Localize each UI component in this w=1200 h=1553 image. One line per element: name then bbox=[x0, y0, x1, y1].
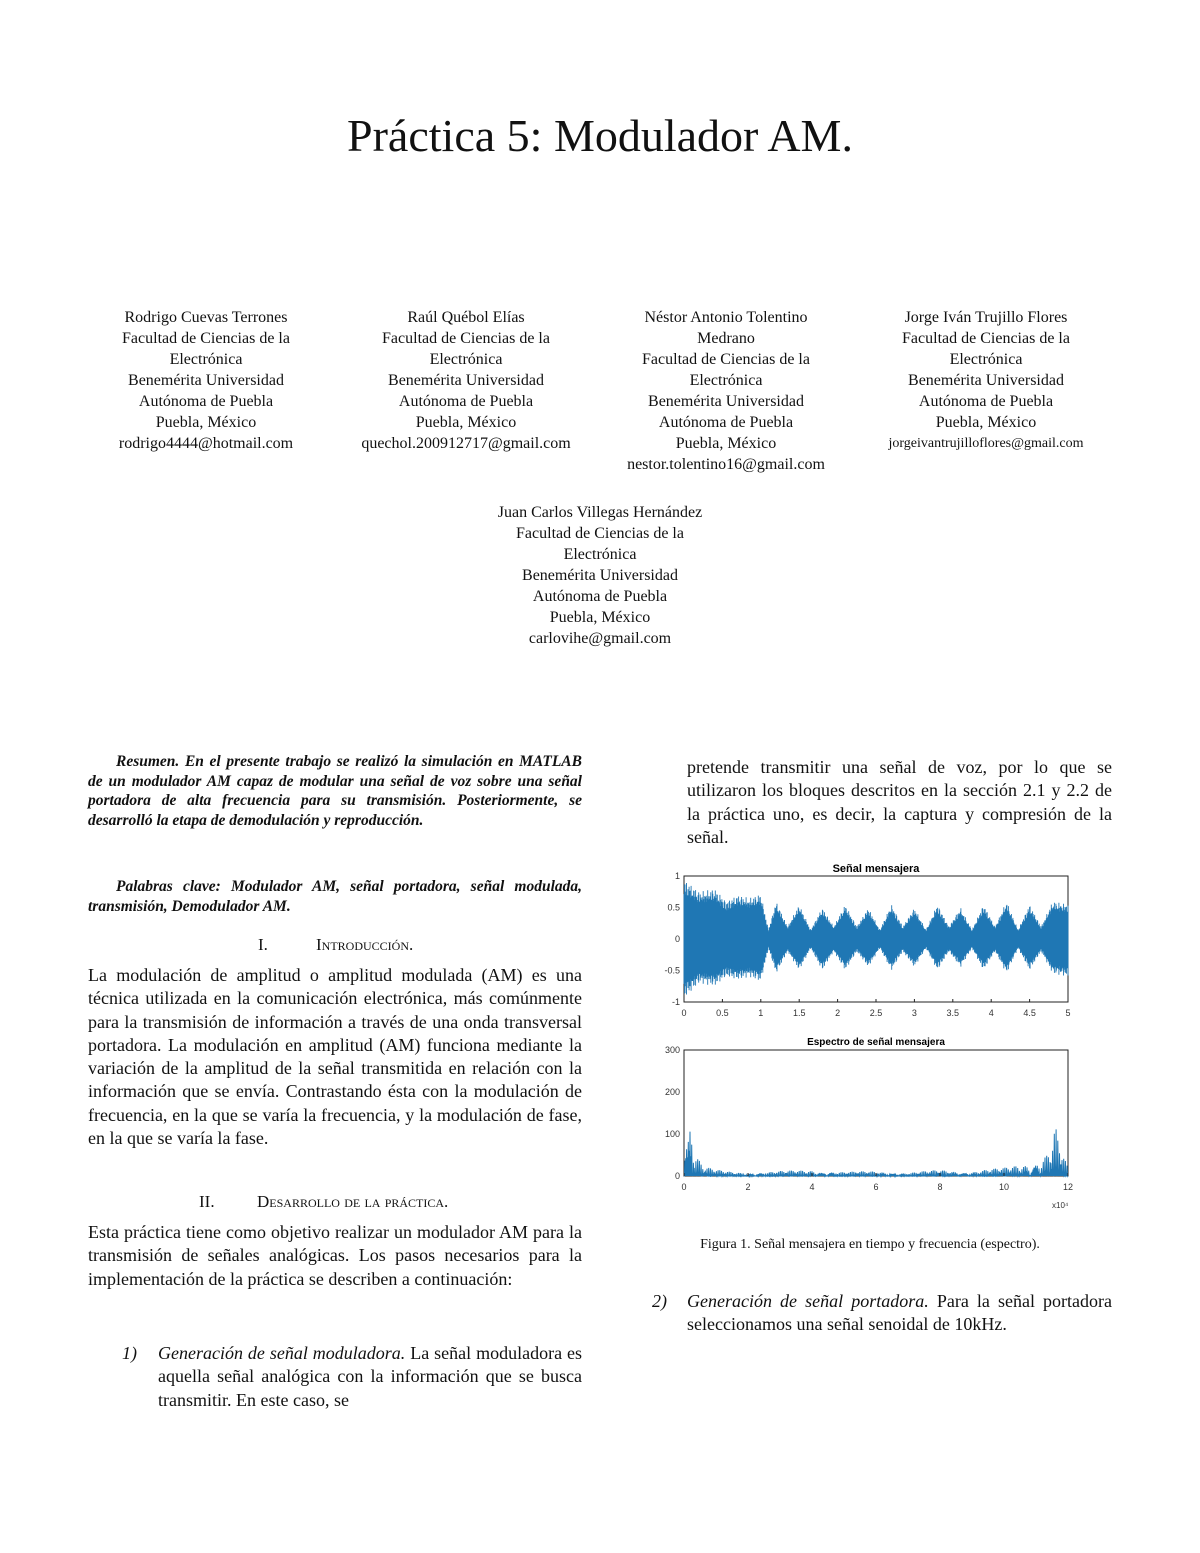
author-line: Benemérita Universidad bbox=[648, 393, 804, 410]
author-line: Benemérita Universidad bbox=[522, 567, 678, 584]
author-name: Jorge Iván Trujillo Flores bbox=[904, 309, 1068, 326]
author-block bbox=[866, 307, 1106, 454]
x-tick-label: 4.5 bbox=[1023, 1008, 1036, 1018]
plot-frame bbox=[684, 1050, 1068, 1176]
section-heading bbox=[258, 934, 413, 956]
x-tick-label: 8 bbox=[937, 1182, 943, 1192]
x-tick-label: 3.5 bbox=[946, 1008, 960, 1018]
author-line: Autónoma de Puebla bbox=[658, 414, 794, 431]
intro-paragraph: La modulación de amplitud o amplitud modulada (AM) es una técnica utilizada en la comunicación electrónica, más comúnmente para la transmisión de información a través de una onda transversal portadora. La modulación en amplitud (AM) funciona mediante la variación de la amplitud de la señal transmitida en relación con la información que se envía. Contrastando ésta con la modulación de frecuencia, en la que se varía la frecuencia, y la modulación de fase, en la que se varía la fase. bbox=[88, 965, 582, 1149]
y-tick-label: 100 bbox=[664, 1129, 680, 1139]
author-line: Benemérita Universidad bbox=[128, 372, 284, 389]
author-block bbox=[606, 307, 846, 475]
list-item bbox=[652, 1290, 1112, 1337]
list-item-number: 1) bbox=[122, 1343, 137, 1363]
chart-title: Señal mensajera bbox=[832, 863, 920, 875]
section-number: I. bbox=[258, 935, 268, 954]
author-line: Electrónica bbox=[689, 372, 763, 389]
author-block bbox=[480, 502, 720, 649]
author-name: Néstor Antonio Tolentino bbox=[644, 309, 808, 326]
author-block bbox=[86, 307, 326, 454]
x-tick-label: 2 bbox=[835, 1008, 841, 1018]
abstract-text: Resumen. En el presente trabajo se realizó la simulación en MATLAB de un modulador AM capaz de modular una señal de voz sobre una señal portadora de alta frecuencia para su transmisión. Posteriormente, se desarrolló la etapa de demodulación y reproducción. bbox=[88, 753, 582, 829]
author-line: Facultad de Ciencias de la bbox=[516, 525, 684, 542]
y-tick-label: 300 bbox=[664, 1045, 680, 1055]
list-item-number: 2) bbox=[652, 1291, 667, 1311]
author-line: Autónoma de Puebla bbox=[398, 393, 534, 410]
author-email[interactable]: quechol.200912717@gmail.com bbox=[361, 435, 571, 452]
x-tick-label: 0.5 bbox=[716, 1008, 729, 1018]
author-block bbox=[346, 307, 586, 454]
list-item-heading: Generación de señal portadora. bbox=[687, 1291, 929, 1311]
author-name: Rodrigo Cuevas Terrones bbox=[124, 309, 288, 326]
author-line: Benemérita Universidad bbox=[388, 372, 544, 389]
y-tick-label: 1 bbox=[674, 871, 680, 881]
section-title: Introducción. bbox=[316, 935, 414, 954]
author-line: Autónoma de Puebla bbox=[918, 393, 1054, 410]
y-tick-label: 200 bbox=[664, 1087, 680, 1097]
x-tick-label: 0 bbox=[681, 1008, 687, 1018]
y-tick-label: 0.5 bbox=[667, 902, 680, 913]
development-paragraph: Esta práctica tiene como objetivo realizar un modulador AM para la transmisión de señales analógicas. Los pasos necesarios para la implementación de la práctica se describen a continuación: bbox=[88, 1222, 582, 1289]
author-line: Puebla, México bbox=[549, 609, 651, 626]
author-email[interactable]: carlovihe@gmail.com bbox=[528, 630, 672, 647]
author-line: Puebla, México bbox=[675, 435, 777, 452]
list-item-text: La señal moduladora es aquella señal analógica con la información que se busca transmitir. En este caso, se bbox=[158, 1343, 583, 1410]
y-tick-label: -0.5 bbox=[664, 965, 680, 976]
author-email[interactable]: nestor.tolentino16@gmail.com bbox=[627, 456, 825, 473]
x-tick-label: 12 bbox=[1062, 1182, 1074, 1192]
x-tick-label: 0 bbox=[681, 1182, 687, 1192]
y-tick-label: 0 bbox=[674, 934, 680, 944]
x-tick-label: 6 bbox=[873, 1182, 879, 1192]
author-line: Facultad de Ciencias de la bbox=[122, 330, 290, 347]
section-title: Desarrollo de la práctica. bbox=[257, 1192, 449, 1211]
author-line: Benemérita Universidad bbox=[908, 372, 1064, 389]
y-tick-label: 0 bbox=[674, 1171, 680, 1181]
author-line: Medrano bbox=[697, 330, 755, 347]
abstract bbox=[88, 752, 582, 830]
author-line: Electrónica bbox=[429, 351, 503, 368]
section-number: II. bbox=[199, 1192, 215, 1211]
author-line: Autónoma de Puebla bbox=[532, 588, 668, 605]
x-tick-label: 10 bbox=[998, 1182, 1010, 1192]
spectrum-plot bbox=[665, 1037, 1073, 1210]
author-line: Puebla, México bbox=[415, 414, 517, 431]
continuation-paragraph: pretende transmitir una señal de voz, por lo que se utilizaron los bloques descritos en la sección 2.1 y 2.2 de la práctica uno, es decir, la captura y compresión de la señal. bbox=[687, 757, 1112, 847]
author-email[interactable]: rodrigo4444@hotmail.com bbox=[118, 435, 294, 452]
x-tick-label: 1 bbox=[758, 1008, 764, 1018]
list-item bbox=[122, 1342, 582, 1412]
x-tick-label: 1.5 bbox=[792, 1008, 806, 1018]
author-name: Juan Carlos Villegas Hernández bbox=[497, 504, 703, 521]
author-line: Autónoma de Puebla bbox=[138, 393, 274, 410]
section-heading bbox=[199, 1191, 448, 1213]
chart-title: Espectro de señal mensajera bbox=[807, 1037, 945, 1048]
x-tick-label: 2 bbox=[745, 1182, 751, 1192]
x-tick-label: 5 bbox=[1065, 1008, 1071, 1018]
author-line: Facultad de Ciencias de la bbox=[902, 330, 1070, 347]
x-tick-label: 2.5 bbox=[869, 1008, 883, 1018]
author-line: Facultad de Ciencias de la bbox=[382, 330, 550, 347]
x-multiplier: x10⁴ bbox=[1052, 1201, 1069, 1210]
x-tick-label: 3 bbox=[911, 1008, 917, 1018]
figure-plots bbox=[656, 858, 1076, 1218]
author-line: Electrónica bbox=[169, 351, 243, 368]
list-item-heading: Generación de señal moduladora. bbox=[158, 1343, 406, 1363]
message-signal-plot bbox=[664, 863, 1070, 1018]
list-item-text: Para la señal portadora seleccionamos una señal senoidal de 10kHz. bbox=[687, 1291, 1113, 1335]
figure-caption: Figura 1. Señal mensajera en tiempo y frecuencia (espectro). bbox=[700, 1237, 1040, 1252]
author-line: Electrónica bbox=[563, 546, 637, 563]
author-line: Puebla, México bbox=[935, 414, 1037, 431]
keywords: Palabras clave: Modulador AM, señal portadora, señal modulada, transmisión, Demodulador AM. bbox=[88, 878, 582, 915]
author-line: Facultad de Ciencias de la bbox=[642, 351, 810, 368]
y-tick-label: -1 bbox=[671, 997, 680, 1007]
author-line: Puebla, México bbox=[155, 414, 257, 431]
author-line: Electrónica bbox=[949, 351, 1023, 368]
x-tick-label: 4 bbox=[809, 1182, 815, 1192]
page-title: Práctica 5: Modulador AM. bbox=[347, 110, 853, 161]
x-tick-label: 4 bbox=[988, 1008, 994, 1018]
author-email[interactable]: jorgeivantrujilloflores@gmail.com bbox=[888, 436, 1084, 451]
author-name: Raúl Québol Elías bbox=[407, 309, 525, 326]
